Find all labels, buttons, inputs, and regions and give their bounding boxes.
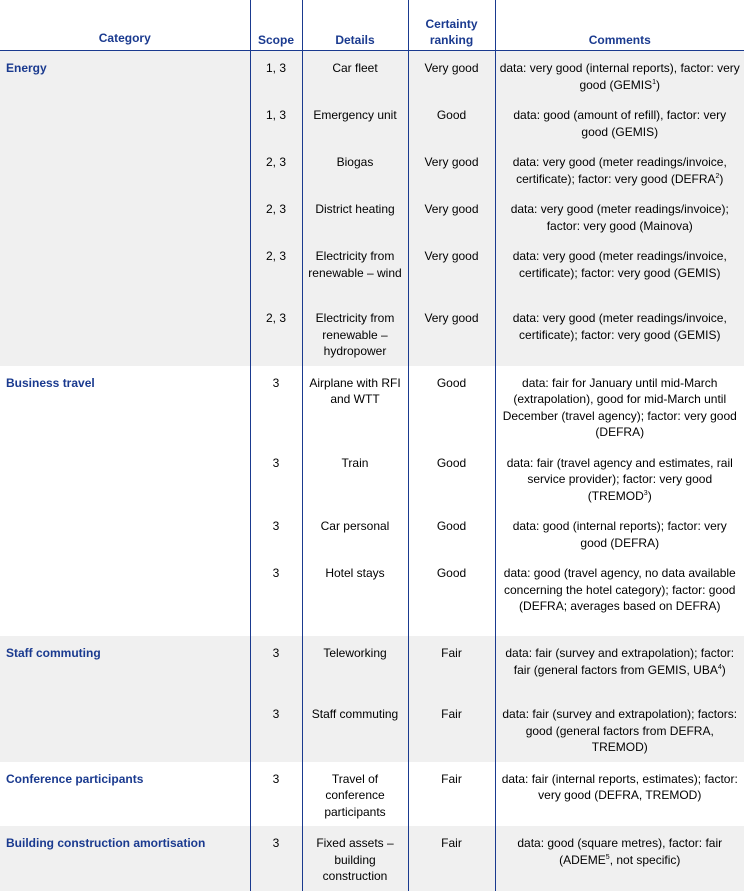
comments-cell	[495, 510, 744, 557]
details-cell: Staff commuting	[302, 698, 408, 762]
table-row	[0, 636, 744, 698]
comment-text: data: good (square metres), factor: fair (ADEME	[517, 836, 723, 867]
header-comments: Comments	[495, 0, 744, 51]
certainty-cell: Very good	[408, 51, 495, 100]
comment-text: data: fair (survey and extrapolation); factors: good (general factors from DEFRA, TREMOD)	[502, 707, 738, 754]
comment-text: data: good (travel agency, no data available concerning the hotel category); factor: good (DEFRA; averages based on DEFRA)	[503, 566, 736, 613]
footnote-marker: 5	[605, 853, 610, 861]
comment-text: data: very good (meter readings/invoice, certificate); factor: very good (DEFRA	[512, 155, 727, 186]
certainty-cell: Fair	[408, 762, 495, 827]
certainty-cell: Good	[408, 99, 495, 146]
scope-cell: 3	[250, 447, 302, 511]
scope-cell: 3	[250, 557, 302, 636]
comments-cell	[495, 826, 744, 891]
details-cell: Car personal	[302, 510, 408, 557]
comment-text: data: fair for January until mid-March (extrapolation), good for mid-March until December (travel agency); factor: very good (DEFRA)	[502, 375, 737, 439]
comment-text: data: very good (meter readings/invoice); factor: very good (Mainova)	[510, 202, 729, 233]
scope-cell: 1, 3	[250, 51, 302, 100]
comment-text: data: fair (travel agency and estimates, rail service provider); factor: very good (TREMOD	[506, 455, 733, 503]
comments-cell	[495, 698, 744, 762]
certainty-cell: Good	[408, 447, 495, 511]
table-row	[0, 826, 744, 891]
scope-cell: 3	[250, 366, 302, 447]
comment-text-tail: )	[719, 171, 724, 186]
certainty-cell: Good	[408, 366, 495, 447]
category-conference-participants: Conference participants	[0, 762, 250, 827]
comments-cell	[495, 636, 744, 698]
category-energy: Energy	[0, 51, 250, 366]
table-row	[0, 366, 744, 447]
scope-cell: 3	[250, 698, 302, 762]
comments-cell	[495, 240, 744, 302]
comments-cell	[495, 146, 744, 193]
header-scope: Scope	[250, 0, 302, 51]
comment-text-tail: )	[656, 77, 661, 92]
comment-text: data: very good (meter readings/invoice, certificate); factor: very good (GEMIS)	[512, 249, 727, 280]
comment-text-tail: , not specific)	[609, 852, 681, 867]
comment-text: data: very good (internal reports), factor: very good (GEMIS	[499, 61, 740, 92]
certainty-cell: Very good	[408, 146, 495, 193]
comments-cell	[495, 51, 744, 100]
details-cell: Electricity from renewable – hydropower	[302, 302, 408, 366]
comment-text-tail: )	[647, 488, 652, 503]
comment-text: data: good (internal reports); factor: very good (DEFRA)	[512, 519, 727, 550]
scope-cell: 3	[250, 636, 302, 698]
comments-cell	[495, 366, 744, 447]
certainty-cell: Very good	[408, 240, 495, 302]
details-cell: Train	[302, 447, 408, 511]
certainty-cell: Fair	[408, 636, 495, 698]
scope-cell: 2, 3	[250, 240, 302, 302]
category-building-construction-amortisation: Building construction amortisation	[0, 826, 250, 891]
comments-cell	[495, 762, 744, 827]
footnote-marker: 1	[652, 78, 657, 86]
comment-text: data: fair (survey and extrapolation); factor: fair (general factors from GEMIS, UBA	[505, 646, 735, 677]
comment-text: data: fair (internal reports, estimates); factor: very good (DEFRA, TREMOD)	[501, 771, 738, 802]
table-row	[0, 51, 744, 100]
details-cell: District heating	[302, 193, 408, 240]
comments-cell	[495, 447, 744, 511]
footnote-marker: 3	[643, 489, 648, 497]
certainty-cell: Good	[408, 557, 495, 636]
scope-cell: 2, 3	[250, 146, 302, 193]
details-cell: Teleworking	[302, 636, 408, 698]
scope-cell: 3	[250, 510, 302, 557]
scope-cell: 3	[250, 826, 302, 891]
comment-text: data: good (amount of refill), factor: very good (GEMIS)	[513, 108, 727, 139]
header-category: Category	[0, 0, 250, 51]
scope-cell: 3	[250, 762, 302, 827]
certainty-cell: Fair	[408, 826, 495, 891]
details-cell: Emergency unit	[302, 99, 408, 146]
details-cell: Hotel stays	[302, 557, 408, 636]
category-business-travel: Business travel	[0, 366, 250, 637]
footnote-marker: 4	[717, 663, 722, 671]
details-cell: Electricity from renewable – wind	[302, 240, 408, 302]
certainty-cell: Good	[408, 510, 495, 557]
comments-cell	[495, 193, 744, 240]
comments-cell	[495, 557, 744, 636]
certainty-cell: Fair	[408, 698, 495, 762]
table-body	[0, 51, 744, 891]
details-cell: Airplane with RFI and WTT	[302, 366, 408, 447]
comment-text-tail: )	[721, 662, 726, 677]
category-staff-commuting: Staff commuting	[0, 636, 250, 762]
scope-cell: 1, 3	[250, 99, 302, 146]
header-details: Details	[302, 0, 408, 51]
certainty-cell: Very good	[408, 193, 495, 240]
comments-cell	[495, 302, 744, 366]
details-cell: Travel of conference participants	[302, 762, 408, 827]
comment-text: data: very good (meter readings/invoice, certificate); factor: very good (GEMIS)	[512, 311, 727, 342]
scope-cell: 2, 3	[250, 302, 302, 366]
details-cell: Biogas	[302, 146, 408, 193]
footnote-marker: 2	[715, 172, 720, 180]
details-cell: Fixed assets – building construction	[302, 826, 408, 891]
scope-cell: 2, 3	[250, 193, 302, 240]
certainty-cell: Very good	[408, 302, 495, 366]
header-row	[0, 0, 744, 51]
comments-cell	[495, 99, 744, 146]
header-certainty-ranking: Certainty ranking	[408, 0, 495, 51]
table-row	[0, 762, 744, 827]
details-cell: Car fleet	[302, 51, 408, 100]
